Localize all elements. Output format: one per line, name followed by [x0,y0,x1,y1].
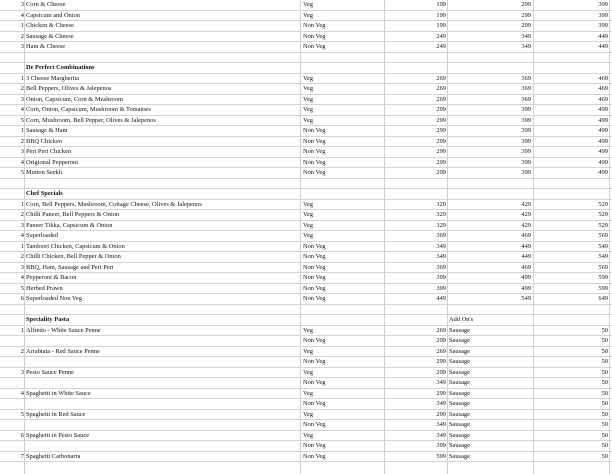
type-cell[interactable]: Non Veg [303,452,326,460]
price-medium-cell[interactable]: 349 [521,43,531,50]
item-name-cell[interactable]: Pesto Sauce Penne [26,368,74,376]
add-on-cell[interactable]: Sausage [449,337,470,344]
type-cell[interactable]: Non Veg [303,127,326,134]
section-title[interactable]: Chef Specials [26,190,63,197]
price-large-cell[interactable]: 449 [598,32,608,40]
price-large-cell[interactable]: 599 [598,274,608,281]
row-number-cell[interactable]: 4 [20,274,24,281]
price-medium-cell[interactable]: 299 [521,1,531,8]
section-header-row [0,63,612,74]
table-row [0,126,612,137]
table-row [0,32,612,43]
item-name-cell[interactable]: Chilli Chicken, Bell Pepper & Onion [26,253,121,260]
item-name-cell[interactable]: Superloaded [26,232,58,239]
table-row [0,431,612,442]
item-name-cell[interactable]: Pepperoni & Bacon [26,274,77,281]
type-cell[interactable]: Non Veg [303,32,326,40]
price-large-cell[interactable]: 50 [601,410,608,418]
price-medium-cell[interactable]: 429 [521,221,531,229]
price-medium-cell[interactable]: 499 [521,284,531,292]
price-medium-cell[interactable]: 399 [521,148,531,155]
price-regular-cell[interactable]: 299 [436,148,446,155]
item-name-cell[interactable]: Superloaded Non Veg [26,295,82,302]
row-number-cell[interactable]: 4 [20,106,24,113]
price-regular-cell[interactable]: 349 [436,431,446,439]
type-cell[interactable]: Non Veg [303,22,326,29]
row-number-cell[interactable]: 5 [20,116,24,124]
price-medium-cell[interactable]: 549 [521,295,531,302]
table-row [0,399,612,410]
table-row [0,294,612,305]
type-cell[interactable]: Non Veg [303,169,326,176]
item-name-cell[interactable]: Corn, Onion, Capsicum, Mushroom & Tomatoes [26,106,151,113]
item-name-cell[interactable]: Arrabiata - Red Sauce Penne [26,347,100,355]
item-name-cell[interactable]: Paneer Tikka, Capsicum & Onion [26,221,113,229]
row-number-cell[interactable]: 2 [20,85,24,92]
price-large-cell[interactable]: 50 [601,347,608,355]
row-number-cell[interactable]: 1 [20,74,24,82]
price-regular-cell[interactable]: 249 [436,43,446,50]
price-large-cell[interactable]: 50 [601,368,608,376]
row-number-cell[interactable]: 3 [20,1,24,8]
add-on-cell[interactable]: Sausage [449,389,470,397]
type-cell[interactable]: Veg [303,200,313,208]
item-name-cell[interactable]: Bell Peppers, Olives & Jalepenos [26,85,112,92]
row-number-cell[interactable]: 5 [20,410,24,418]
price-large-cell[interactable]: 469 [598,85,608,92]
add-on-cell[interactable]: Sausage [449,431,470,439]
price-large-cell[interactable]: 469 [598,74,608,82]
price-large-cell[interactable]: 469 [598,95,608,103]
price-medium-cell[interactable]: 449 [521,253,531,260]
table-row [0,284,612,295]
price-medium-cell[interactable]: 399 [521,127,531,134]
table-row [0,357,612,368]
type-cell[interactable]: Veg [303,368,313,376]
price-regular-cell[interactable]: 329 [436,221,446,229]
price-large-cell[interactable]: 529 [598,221,608,229]
price-regular-cell[interactable]: 349 [436,253,446,260]
price-medium-cell[interactable]: 299 [521,11,531,19]
row-number-cell[interactable]: 1 [20,242,24,250]
table-row [0,179,612,190]
price-large-cell[interactable]: 50 [601,326,608,334]
type-cell[interactable]: Veg [303,74,313,82]
type-cell[interactable]: Veg [303,410,313,418]
row-number-cell[interactable]: 3 [20,221,24,229]
item-name-cell[interactable]: Corn, Bell Peppers, Mushroom, Cottage Cheese, Olives & Jalepenos [26,200,202,208]
type-cell[interactable]: Non Veg [303,274,326,281]
type-cell[interactable]: Veg [303,211,313,218]
row-number-cell[interactable]: 4 [20,158,24,166]
type-cell[interactable]: Non Veg [303,158,326,166]
type-cell[interactable]: Non Veg [303,43,326,50]
type-cell[interactable]: Non Veg [303,337,326,344]
table-row [0,263,612,274]
item-name-cell[interactable]: BBQ, Ham, Sausage and Peri Peri [26,263,114,271]
type-cell[interactable]: Non Veg [303,358,326,365]
price-regular-cell[interactable]: 369 [436,263,446,271]
price-regular-cell[interactable]: 269 [436,74,446,82]
table-row [0,116,612,127]
price-regular-cell[interactable]: 449 [436,295,446,302]
price-large-cell[interactable]: 50 [601,379,608,386]
type-cell[interactable]: Non Veg [303,242,326,250]
add-on-cell[interactable]: Sausage [449,400,470,407]
type-cell[interactable]: Veg [303,11,313,19]
price-regular-cell[interactable]: 199 [436,22,446,29]
price-large-cell[interactable]: 569 [598,263,608,271]
price-medium-cell[interactable]: 469 [521,232,531,239]
table-row [0,21,612,32]
row-number-cell[interactable]: 3 [20,43,24,50]
type-cell[interactable]: Non Veg [303,400,326,407]
price-regular-cell[interactable]: 369 [436,232,446,239]
price-medium-cell[interactable]: 499 [521,274,531,281]
table-row [0,305,612,316]
type-cell[interactable]: Non Veg [303,253,326,260]
table-row [0,158,612,169]
price-large-cell[interactable]: 399 [598,22,608,29]
price-large-cell[interactable]: 649 [598,295,608,302]
price-medium-cell[interactable]: 369 [521,95,531,103]
type-cell[interactable]: Veg [303,221,313,229]
table-row [0,95,612,106]
table-row [0,168,612,179]
price-large-cell[interactable]: 50 [601,452,608,460]
price-regular-cell[interactable]: 299 [436,127,446,134]
row-number-cell[interactable]: 5 [20,169,24,176]
table-row [0,0,612,11]
price-medium-cell[interactable]: 349 [521,32,531,40]
item-name-cell[interactable]: Mutton Seekh [26,169,63,176]
price-large-cell[interactable]: 449 [598,43,608,50]
price-regular-cell[interactable]: 249 [436,32,446,40]
price-large-cell[interactable]: 499 [598,127,608,134]
price-medium-cell[interactable]: 299 [521,22,531,29]
price-regular-cell[interactable]: 349 [436,242,446,250]
table-row [0,42,612,53]
price-medium-cell[interactable]: 429 [521,211,531,218]
add-on-cell[interactable]: Sausage [449,368,470,376]
price-regular-cell[interactable]: 299 [436,410,446,418]
table-row [0,137,612,148]
item-name-cell[interactable]: Spaghetti in White Sauce [26,389,91,397]
price-regular-cell[interactable]: 349 [436,379,446,386]
type-cell[interactable]: Non Veg [303,148,326,155]
item-name-cell[interactable]: Onion, Capsicum, Corn & Mushroom [26,95,123,103]
type-cell[interactable]: Veg [303,116,313,124]
table-row [0,200,612,211]
item-name-cell[interactable]: Peri Peri Chicken [26,148,72,155]
section-title[interactable]: Speciality Pasta [26,316,70,323]
item-name-cell[interactable]: Corn, Mushroom, Bell Pepper, Olives & Jalepenos [26,116,156,124]
price-large-cell[interactable]: 499 [598,169,608,176]
price-large-cell[interactable]: 50 [601,337,608,344]
price-medium-cell[interactable]: 449 [521,242,531,250]
price-medium-cell[interactable]: 399 [521,116,531,124]
add-on-cell[interactable]: Sausage [449,442,470,449]
price-regular-cell[interactable]: 399 [436,284,446,292]
price-medium-cell[interactable]: 369 [521,85,531,92]
item-name-cell[interactable]: Herbed Prawn [26,284,63,292]
price-large-cell[interactable]: 50 [601,421,608,428]
table-row [0,378,612,389]
table-row [0,452,612,463]
row-number-cell[interactable]: 2 [20,253,24,260]
type-cell[interactable]: Veg [303,106,313,113]
price-large-cell[interactable]: 549 [598,242,608,250]
table-row [0,252,612,263]
price-medium-cell[interactable]: 469 [521,263,531,271]
table-row [0,147,612,158]
item-name-cell[interactable]: Chicken & Cheese [26,22,74,29]
price-regular-cell[interactable]: 399 [436,274,446,281]
table-row [0,368,612,379]
row-number-cell[interactable]: 6 [20,295,24,302]
price-regular-cell[interactable]: 299 [436,368,446,376]
type-cell[interactable]: Non Veg [303,284,326,292]
type-cell[interactable]: Non Veg [303,442,326,449]
price-large-cell[interactable]: 499 [598,116,608,124]
row-number-cell[interactable]: 1 [20,326,24,334]
table-row [0,53,612,64]
price-large-cell[interactable]: 529 [598,200,608,208]
type-cell[interactable]: Veg [303,326,313,334]
price-regular-cell[interactable]: 269 [436,326,446,334]
table-row [0,326,612,337]
price-large-cell[interactable]: 50 [601,400,608,407]
table-row [0,347,612,358]
item-name-cell[interactable]: Spaghetti in Pesto Sauce [26,431,90,439]
price-medium-cell[interactable]: 429 [521,200,531,208]
price-regular-cell[interactable]: 269 [436,95,446,103]
add-on-cell[interactable]: Sausage [449,358,470,365]
item-name-cell[interactable]: Tandoori Chicken, Capsicum & Onion [26,242,125,250]
price-regular-cell[interactable]: 199 [436,11,446,19]
type-cell[interactable]: Veg [303,431,313,439]
type-cell[interactable]: Non Veg [303,379,326,386]
price-large-cell[interactable]: 50 [601,442,608,449]
price-medium-cell[interactable]: 369 [521,74,531,82]
price-large-cell[interactable]: 399 [598,1,608,8]
item-name-cell[interactable]: Spaghetti Carbonarra [26,452,81,460]
add-on-cell[interactable]: Add On's [449,316,474,323]
add-on-cell[interactable]: Sausage [449,421,470,428]
price-large-cell[interactable]: 399 [598,11,608,19]
price-regular-cell[interactable]: 299 [436,169,446,176]
row-number-cell[interactable]: 3 [20,263,24,271]
row-number-cell[interactable]: 2 [20,211,24,218]
item-name-cell[interactable]: Ham & Cheese [26,43,66,50]
price-large-cell[interactable]: 499 [598,148,608,155]
price-medium-cell[interactable]: 399 [521,137,531,145]
row-number-cell[interactable]: 2 [20,137,24,145]
price-large-cell[interactable]: 50 [601,358,608,365]
price-large-cell[interactable]: 499 [598,158,608,166]
type-cell[interactable]: Non Veg [303,137,326,145]
type-cell[interactable]: Veg [303,232,313,239]
row-number-cell[interactable]: 3 [20,95,24,103]
type-cell[interactable]: Veg [303,95,313,103]
table-row [0,74,612,85]
section-title[interactable]: De Perfect Combinations [26,64,95,71]
section-header-row [0,189,612,200]
row-number-cell[interactable]: 7 [20,452,24,460]
table-row [0,273,612,284]
type-cell[interactable]: Veg [303,85,313,92]
add-on-cell[interactable]: Sausage [449,347,470,355]
price-large-cell[interactable]: 529 [598,211,608,218]
price-regular-cell[interactable]: 349 [436,400,446,407]
price-regular-cell[interactable]: 299 [436,106,446,113]
table-row [0,389,612,400]
price-regular-cell[interactable]: 199 [436,1,446,8]
price-regular-cell[interactable]: 349 [436,421,446,428]
table-row [0,410,612,421]
row-number-cell[interactable]: 3 [20,368,24,376]
item-name-cell[interactable]: 3 Cheese Margherita [26,74,80,82]
type-cell[interactable]: Non Veg [303,295,326,302]
price-regular-cell[interactable]: 299 [436,137,446,145]
item-name-cell[interactable]: Origional Pepperoni [26,158,79,166]
item-name-cell[interactable]: Sausage & Ham [26,127,68,134]
item-name-cell[interactable]: Spaghetti in Red Sauce [26,410,86,418]
price-large-cell[interactable]: 499 [598,106,608,113]
item-name-cell[interactable]: BBQ Chicken [26,137,63,145]
price-medium-cell[interactable]: 399 [521,106,531,113]
price-regular-cell[interactable]: 299 [436,358,446,365]
price-large-cell[interactable]: 499 [598,137,608,145]
row-number-cell[interactable]: 1 [20,22,24,29]
price-large-cell[interactable]: 599 [598,284,608,292]
type-cell[interactable]: Veg [303,347,313,355]
row-number-cell[interactable]: 3 [20,148,24,155]
item-name-cell[interactable]: Chilli Paneer, Bell Peppers & Onion [26,211,120,218]
row-number-cell[interactable]: 1 [20,200,24,208]
row-number-cell[interactable]: 1 [20,127,24,134]
table-row [0,336,612,347]
table-row [0,231,612,242]
price-medium-cell[interactable]: 399 [521,169,531,176]
table-row [0,221,612,232]
table-row [0,11,612,22]
price-large-cell[interactable]: 569 [598,232,608,239]
add-on-cell[interactable]: Sausage [449,326,470,334]
row-number-cell[interactable]: 2 [20,32,24,40]
table-row [0,420,612,431]
table-row [0,210,612,221]
price-regular-cell[interactable]: 599 [436,452,446,460]
row-number-cell[interactable]: 4 [20,232,24,239]
price-regular-cell[interactable]: 269 [436,85,446,92]
price-regular-cell[interactable]: 299 [436,389,446,397]
row-number-cell[interactable]: 6 [20,431,24,439]
row-number-cell[interactable]: 5 [20,284,24,292]
table-row [0,242,612,253]
price-regular-cell[interactable]: 399 [436,442,446,449]
price-regular-cell[interactable]: 329 [436,200,446,208]
item-name-cell[interactable]: Capsicum and Onion [26,11,80,19]
add-on-cell[interactable]: Sausage [449,410,470,418]
price-regular-cell[interactable]: 269 [436,347,446,355]
table-row [0,441,612,452]
type-cell[interactable]: Veg [303,1,313,8]
row-number-cell[interactable]: 4 [20,11,24,19]
item-name-cell[interactable]: Alfredo - White Sauce Penne [26,326,101,334]
price-regular-cell[interactable]: 299 [436,337,446,344]
type-cell[interactable]: Veg [303,389,313,397]
price-regular-cell[interactable]: 329 [436,211,446,218]
price-large-cell[interactable]: 50 [601,431,608,439]
add-on-cell[interactable]: Sausage [449,452,470,460]
row-number-cell[interactable]: 2 [20,347,24,355]
price-large-cell[interactable]: 549 [598,253,608,260]
price-regular-cell[interactable]: 299 [436,158,446,166]
price-medium-cell[interactable]: 399 [521,158,531,166]
table-row [0,105,612,116]
table-row [0,84,612,95]
price-large-cell[interactable]: 50 [601,389,608,397]
type-cell[interactable]: Non Veg [303,421,326,428]
section-header-row [0,315,612,326]
item-name-cell[interactable]: Sausage & Cheese [26,32,74,40]
item-name-cell[interactable]: Corn & Cheese [26,1,66,8]
type-cell[interactable]: Non Veg [303,263,326,271]
row-number-cell[interactable]: 4 [20,389,24,397]
add-on-cell[interactable]: Sausage [449,379,470,386]
price-regular-cell[interactable]: 299 [436,116,446,124]
